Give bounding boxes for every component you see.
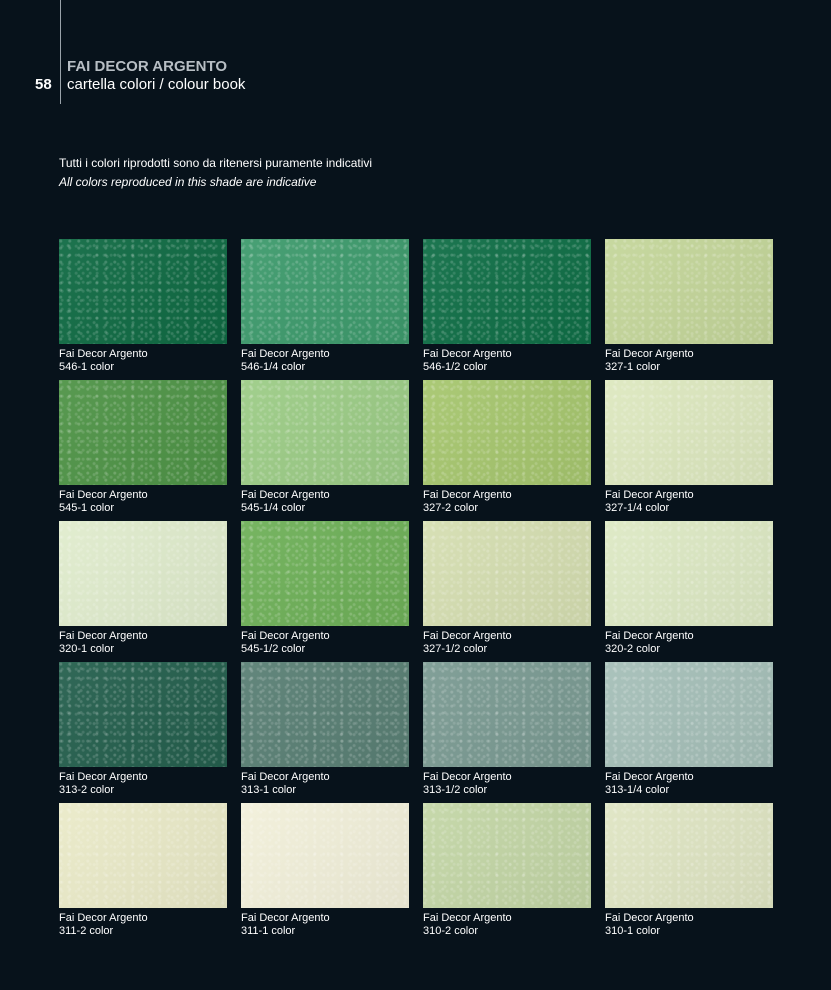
swatch-product-name: Fai Decor Argento [423,630,512,642]
swatch-card [59,662,227,796]
swatch-card [605,521,773,655]
color-swatch [605,662,773,767]
swatch-color-code: 546-1/4 color [241,360,306,373]
swatch-product-name: Fai Decor Argento [423,771,512,783]
swatch-label [59,348,227,373]
swatch-card [59,521,227,655]
swatch-card [59,380,227,514]
color-swatch [605,239,773,344]
swatch-card [241,803,409,937]
swatch-label [605,630,773,655]
swatch-label [423,348,591,373]
color-swatch [241,521,409,626]
swatch-card [423,521,591,655]
swatch-color-code: 327-2 color [423,501,479,514]
swatch-card [423,662,591,796]
swatch-label [605,348,773,373]
swatch-card [241,662,409,796]
disclaimer-italian: Tutti i colori riprodotti sono da ritenersi puramente indicativi [59,156,373,170]
swatch-label [605,489,773,514]
swatch-label [605,771,773,796]
swatch-product-name: Fai Decor Argento [241,912,330,924]
swatch-card [605,239,773,373]
swatch-label [241,489,409,514]
swatch-card [423,380,591,514]
color-swatch [423,662,591,767]
swatch-label [241,348,409,373]
swatch-label [423,912,591,937]
color-swatch [241,239,409,344]
color-swatch [423,803,591,908]
swatch-color-code: 545-1/2 color [241,642,306,655]
swatch-label [423,771,591,796]
swatch-label [59,630,227,655]
color-swatch [423,380,591,485]
swatch-color-code: 546-1/2 color [423,360,488,373]
swatch-color-code: 313-1/2 color [423,783,488,796]
swatch-color-code: 310-1 color [605,924,661,937]
page-subtitle: cartella colori / colour book [67,76,246,93]
swatch-product-name: Fai Decor Argento [59,630,148,642]
swatch-product-name: Fai Decor Argento [423,489,512,501]
swatch-color-code: 313-2 color [59,783,115,796]
swatch-label [59,912,227,937]
swatch-product-name: Fai Decor Argento [241,489,330,501]
swatch-card [59,239,227,373]
swatch-product-name: Fai Decor Argento [423,912,512,924]
swatch-label [241,912,409,937]
swatch-label [59,489,227,514]
swatch-color-code: 327-1/2 color [423,642,488,655]
header-divider [60,0,61,104]
swatch-color-code: 320-2 color [605,642,661,655]
swatch-product-name: Fai Decor Argento [605,771,694,783]
color-swatch [59,521,227,626]
color-swatch [59,662,227,767]
swatch-label [605,912,773,937]
swatch-card [605,803,773,937]
swatch-color-code: 320-1 color [59,642,115,655]
color-swatch [423,521,591,626]
swatch-card [423,803,591,937]
swatch-grid [59,239,773,937]
page-number: 58 [35,76,52,93]
swatch-color-code: 313-1 color [241,783,297,796]
swatch-color-code: 313-1/4 color [605,783,670,796]
color-swatch [59,803,227,908]
swatch-color-code: 546-1 color [59,360,115,373]
swatch-product-name: Fai Decor Argento [241,630,330,642]
swatch-card [605,662,773,796]
color-swatch [241,803,409,908]
swatch-label [241,630,409,655]
color-swatch [241,380,409,485]
swatch-card [423,239,591,373]
swatch-product-name: Fai Decor Argento [605,630,694,642]
swatch-product-name: Fai Decor Argento [605,912,694,924]
swatch-card [241,521,409,655]
swatch-color-code: 310-2 color [423,924,479,937]
swatch-label [241,771,409,796]
swatch-color-code: 327-1/4 color [605,501,670,514]
color-swatch [605,380,773,485]
swatch-product-name: Fai Decor Argento [59,489,148,501]
swatch-product-name: Fai Decor Argento [59,771,148,783]
page-title: FAI DECOR ARGENTO [67,58,228,75]
swatch-product-name: Fai Decor Argento [59,912,148,924]
color-swatch [423,239,591,344]
swatch-label [423,630,591,655]
color-swatch [605,803,773,908]
color-swatch [605,521,773,626]
swatch-color-code: 311-2 color [59,924,114,937]
swatch-label [59,771,227,796]
disclaimer-english: All colors reproduced in this shade are indicative [59,175,317,189]
swatch-card [605,380,773,514]
swatch-product-name: Fai Decor Argento [59,348,148,360]
swatch-color-code: 327-1 color [605,360,661,373]
swatch-product-name: Fai Decor Argento [605,489,694,501]
swatch-color-code: 311-1 color [241,924,296,937]
color-swatch [59,380,227,485]
swatch-color-code: 545-1/4 color [241,501,306,514]
swatch-product-name: Fai Decor Argento [423,348,512,360]
swatch-card [241,239,409,373]
swatch-card [59,803,227,937]
swatch-product-name: Fai Decor Argento [241,348,330,360]
swatch-product-name: Fai Decor Argento [605,348,694,360]
color-swatch [59,239,227,344]
swatch-label [423,489,591,514]
swatch-product-name: Fai Decor Argento [241,771,330,783]
swatch-color-code: 545-1 color [59,501,115,514]
swatch-card [241,380,409,514]
color-swatch [241,662,409,767]
